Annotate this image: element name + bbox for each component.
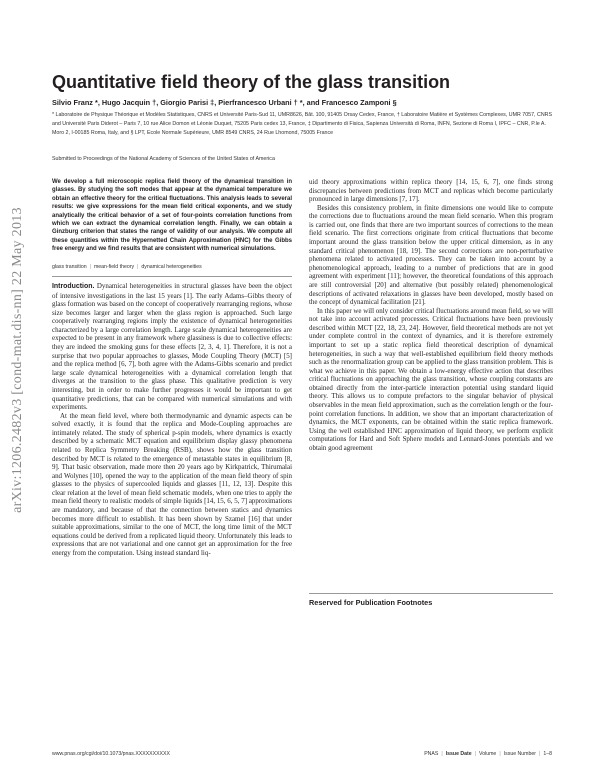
reserved-footnotes-heading: Reserved for Publication Footnotes	[309, 598, 433, 607]
keyword: dynamical heterogeneities	[141, 264, 202, 270]
abstract: We develop a full microscopic replica field theory of the dynamical transition in glasses. By studying the soft modes that appear at the dynamical temperature we obtain an effective theory for the critical fluctuations. This analysis leads to several results: we give expressions for the mean field critical exponents, and we study analytically the critical behavior of a set of four-points correlation functions from which we can extract the dynamical correlation length. Finally, we can obtain a Ginzburg criterion that states the range of validity of our analysis. We compute all these quantities within the Hypernetted Chain Approximation (HNC) for the Gibbs free energy and we find results that are consistent with numerical simulations.	[52, 179, 292, 253]
right-column	[309, 178, 553, 453]
page-range: 1–8	[543, 751, 552, 757]
volume: Volume	[479, 751, 497, 757]
issue-number: Issue Number	[503, 751, 536, 757]
journal-name: PNAS	[424, 751, 439, 757]
body-paragraph	[52, 282, 292, 412]
keywords: glass transition | mean-field theory | dynamical heterogeneities	[52, 264, 202, 270]
issue-date: Issue Date	[445, 751, 472, 757]
footnotes-divider	[309, 593, 553, 594]
author-list: Silvio Franz *, Hugo Jacquin †, Giorgio Parisi ‡, Pierfrancesco Urbani † *, and Francesco Zamponi §	[52, 98, 397, 107]
submission-note: Submitted to Proceedings of the National Academy of Sciences of the United States of America	[52, 156, 275, 162]
affiliations: * Laboratoire de Physique Théorique et Modèles Statistiques, CNRS et Université Paris-Sud 11, UMR8626, Bât. 100, 91405 Orsay Cedex, France, † Laboratoire Matière et Systèmes Complexes, UMR 7057, CNRS and Université Paris Diderot – Paris 7, 10 rue Alice Domon et Léonie Duquet, 75205 Paris cedex 13, France, ‡ Dipartimento di Fisica, Sapienza Università di Roma, INFN, Sezione di Roma I, IPFC – CNR, P.le A. Moro 2, I-00185 Roma, Italy, and § LPT, Ecole Normale Supérieure, UMR 8549 CNRS, 24 Rue Lhomond, 75005 France	[52, 112, 553, 136]
keyword: glass transition	[52, 264, 87, 270]
left-column	[52, 282, 292, 558]
doi-link[interactable]: www.pnas.org/cgi/doi/10.1073/pnas.XXXXXXXXXX	[52, 751, 170, 757]
body-paragraph: Besides this consistency problem, in finite dimensions one would like to compute the corrections due to fluctuations around the mean field scenario. When this program is carried out, one finds that there are two important sources of corrections to the mean field scenario. The first corrections originate from critical fluctuations that become important around the glass transition below the upper critical dimension, as in any standard critical phenomenon [18, 19]. The second corrections are non-perturbative phenomena related to activated processes. They can be taken into account by a phenomenological approach, leading to a number of predictions that are in good agreement with experiment [11]; however, the theoretical foundations of this approach are still controversial [20] and alternative (but possibly related) phenomenological descriptions of activated relaxations in glasses have been developed, mostly based on the concept of dynamical facilitation [21].	[309, 203, 553, 307]
page-footer: PNAS | Issue Date | Volume | Issue Number | 1–8	[424, 751, 552, 757]
body-paragraph: In this paper we will only consider critical fluctuations around mean field, so we will not take into account activated processes. Critical fluctuations have been previously described within MCT [22, 18, 23, 24]. However, field theoretical methods are not yet under complete control in the context of dynamics, and it is therefore extremely important to set up a static replica field theoretical description of dynamical heterogeneities, in such a way that well-established equilibrium field theory methods such as the renormalization group can be applied to the glass transition problem. This is what we achieve in this paper. We obtain a low-energy effective action that describes critical fluctuations on approaching the glass transition, whose coupling constants are obtained directly from the inter-particle interaction potential using standard liquid theory. This allows us to compute prefactors to the singular behavior of physical observables in the mean field approximation, such as the correlation length or the four-point correlation functions. In addition, we show that an important characterization of dynamics, the MCT exponents, can be obtained within the static replica framework. Using the well established HNC approximation of liquid theory, we perform explicit computations for Hard and Soft Sphere models and Lennard-Jones potentials and we obtain good agreement	[309, 306, 554, 452]
keywords-divider	[52, 276, 292, 277]
body-paragraph: uid theory approximations within replica theory [14, 15, 6, 7], one finds strong discrepancies between predictions from MCT and replicas which become particularly pronounced in large dimensions [7, 17].	[309, 178, 553, 204]
arxiv-stamp	[8, 150, 28, 570]
section-heading-introduction: Introduction.	[52, 283, 95, 290]
paper-title: Quantitative field theory of the glass transition	[52, 72, 451, 92]
arxiv-stamp-text: arXiv:1206.2482v3 [cond-mat.dis-nn] 22 May 2013	[10, 207, 25, 513]
paragraph-text: Dynamical heterogeneities in structural glasses have been the object of intensive investigations in the last 15 years [1]. The early Adams–Gibbs theory of glass formation was based on the concept of cooperatively rearranging regions, whose size becomes larger and larger when the glass region is approached. Such large cooperatively rearranging regions imply the existence of dynamical heterogeneities characterized by a large correlation length. Large scale dynamical heterogeneities are expected to be present in any framework where glassiness is due to collective effects: they are indeed the smoking guns for these effects [2, 3, 4, 1]. Therefore, it is not a surprise that two popular approaches to glasses, Mode Coupling Theory (MCT) [5] and the replica method [6, 7], both agree with the Adams-Gibbs scenario and predict large scale dynamical heterogeneities with a dynamical correlation length that diverges at the transition to the glass phase. This qualitative prediction is very interesting, but in order to make further progresses it would be important to get quantitative predictions, that can be compared with numerical simulations and with experiments.	[52, 282, 293, 412]
body-paragraph: At the mean field level, where both thermodynamic and dynamic aspects can be solved exactly, it is found that the replica and Mode-Coupling approaches are intimately related. The study of spherical p-spin models, where dynamics is exactly described by a schematic MCT equation and equilibrium display glassy phenomena related to Replica Symmetry Breaking (RSB), shows how the glass transition described by MCT is related to the emergence of metastable states in equilibrium [8, 9]. That basic observation, made more then 20 years ago by Kirkpatrick, Thirumalai and Wolynes [10], opened the way to the application of the mean field theory of spin glasses to the physics of supercooled liquids and glasses [11, 12, 13]. Despite this clear relation at the level of mean field schematic models, when one tries to apply the mean field theory to realistic models of simple liquids [14, 15, 6, 5, 7] approximations are mandatory, and because of that the connection between statics and dynamics becomes more difficult to establish. It has been shown by Szamel [16] that under suitable approximations, similar to the one of MCT, the long time limit of the MCT equations could be derived from a replicated liquid theory. Unfortunately this leads to expressions that are not variational and one cannot get an approximation for the free energy from the computation. Using instead standard liq-	[52, 411, 292, 557]
keyword: mean-field theory	[93, 264, 135, 270]
